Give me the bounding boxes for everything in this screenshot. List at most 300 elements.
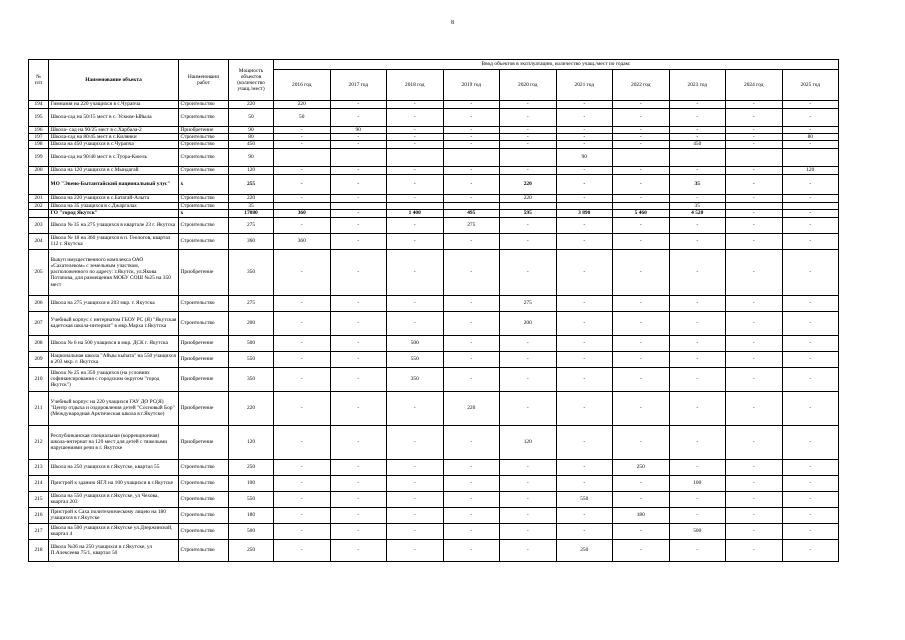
table-row bbox=[29, 335, 839, 351]
year-value: - bbox=[500, 459, 557, 475]
year-value: - bbox=[782, 249, 839, 295]
year-value: - bbox=[443, 335, 500, 351]
year-value: - bbox=[274, 174, 331, 194]
year-value: - bbox=[556, 101, 613, 109]
year-value: - bbox=[500, 233, 557, 249]
header-year: 2020 год bbox=[500, 70, 557, 101]
table-row bbox=[29, 367, 839, 391]
capacity-value: 220 bbox=[229, 101, 274, 109]
year-value: - bbox=[274, 249, 331, 295]
year-value: - bbox=[782, 391, 839, 425]
capacity-value: 17080 bbox=[229, 209, 274, 217]
header-year: 2018 год bbox=[387, 70, 444, 101]
year-value: - bbox=[387, 539, 444, 561]
year-value: - bbox=[669, 311, 726, 335]
work-type: Строительство bbox=[179, 459, 229, 475]
row-number: 195 bbox=[29, 109, 49, 127]
year-value: - bbox=[443, 101, 500, 109]
table-row bbox=[29, 148, 839, 166]
year-value: - bbox=[782, 425, 839, 459]
year-value: - bbox=[782, 217, 839, 233]
year-value: - bbox=[443, 249, 500, 295]
year-value: - bbox=[500, 351, 557, 367]
object-name: Учебный корпус на 220 учащихся ГАУ ДО РС(Я) "Центр отдыха и оздоровления детей "Сосновый Бор" (Международная Арктическая школа в г.Якутске) bbox=[49, 391, 179, 425]
year-value: - bbox=[443, 109, 500, 127]
year-value: - bbox=[274, 351, 331, 367]
table-row bbox=[29, 166, 839, 174]
year-value: - bbox=[726, 101, 783, 109]
year-value: - bbox=[613, 475, 670, 491]
year-value: - bbox=[330, 367, 387, 391]
year-value: - bbox=[613, 194, 670, 202]
year-value: - bbox=[726, 425, 783, 459]
object-name: Учебный корпус с интернатом ГБОУ РС (Я) "Якутская кадетская школа-интернат" в мкр.Марха г.Якутска bbox=[49, 311, 179, 335]
year-value bbox=[556, 202, 613, 209]
year-value: 250 bbox=[556, 539, 613, 561]
year-value: - bbox=[387, 174, 444, 194]
year-value: - bbox=[500, 127, 557, 134]
capacity-value: 255 bbox=[229, 174, 274, 194]
year-value: - bbox=[613, 134, 670, 141]
year-value: - bbox=[387, 311, 444, 335]
objects-table bbox=[28, 59, 839, 562]
year-value: - bbox=[443, 425, 500, 459]
object-name: Выкуп имущественного комплекса ОАО «Сахателеком» с земельным участком, расположенного по адресу: г.Якутск, ул.Якова Потапова, для размещения МОБУ СОШ №25 на 350 мест bbox=[49, 249, 179, 295]
year-value: - bbox=[274, 507, 331, 523]
year-value: - bbox=[274, 127, 331, 134]
year-value: - bbox=[782, 194, 839, 202]
object-name: Школа на 500 учащихся в г.Якутске ул.Дзержинской, квартал 4 bbox=[49, 523, 179, 539]
work-type: Приобретение bbox=[179, 367, 229, 391]
year-value: - bbox=[500, 141, 557, 148]
year-value: - bbox=[443, 459, 500, 475]
year-value: - bbox=[443, 367, 500, 391]
year-value: - bbox=[556, 127, 613, 134]
year-value: 360 bbox=[274, 233, 331, 249]
capacity-value: 220 bbox=[229, 391, 274, 425]
year-value: - bbox=[782, 311, 839, 335]
year-value: - bbox=[556, 367, 613, 391]
row-number: 198 bbox=[29, 141, 49, 148]
year-value: - bbox=[330, 391, 387, 425]
year-value: - bbox=[726, 194, 783, 202]
row-number: 194 bbox=[29, 101, 49, 109]
capacity-value: 275 bbox=[229, 295, 274, 311]
object-name: Школа на 250 учащихся в г.Якутске, квартал 55 bbox=[49, 459, 179, 475]
work-type: Строительство bbox=[179, 148, 229, 166]
year-value: - bbox=[330, 166, 387, 174]
work-type: Строительство bbox=[179, 491, 229, 507]
year-value: - bbox=[782, 233, 839, 249]
year-value bbox=[500, 202, 557, 209]
table-row bbox=[29, 134, 839, 141]
table-row bbox=[29, 491, 839, 507]
year-value: - bbox=[500, 491, 557, 507]
year-value: - bbox=[726, 109, 783, 127]
table-header bbox=[29, 60, 839, 101]
object-name: Республиканская специальная (коррекционная) школа-интернат на 120 мест для детей с тяжелыми нарушениями речи в г. Якутске bbox=[49, 425, 179, 459]
year-value: - bbox=[274, 367, 331, 391]
year-value: - bbox=[669, 491, 726, 507]
row-number bbox=[29, 174, 49, 194]
header-year: 2017 год bbox=[330, 70, 387, 101]
year-value: 250 bbox=[613, 459, 670, 475]
year-value: - bbox=[613, 249, 670, 295]
year-value: 50 bbox=[274, 109, 331, 127]
year-value: 550 bbox=[387, 351, 444, 367]
object-name: Школа на 550 учащихся в г.Якутске, ул Чехова, квартал 203 bbox=[49, 491, 179, 507]
capacity-value: 180 bbox=[229, 507, 274, 523]
year-value: - bbox=[443, 523, 500, 539]
year-value: - bbox=[330, 174, 387, 194]
year-value: - bbox=[330, 491, 387, 507]
header-year: 2023 год bbox=[669, 70, 726, 101]
year-value: - bbox=[387, 475, 444, 491]
year-value: - bbox=[387, 523, 444, 539]
year-value: - bbox=[274, 217, 331, 233]
row-number: 215 bbox=[29, 491, 49, 507]
work-type: Строительство bbox=[179, 109, 229, 127]
year-value: - bbox=[669, 166, 726, 174]
object-name: Школа № 35 на 275 учащихся в квартале 23 г. Якутска bbox=[49, 217, 179, 233]
work-type: Строительство bbox=[179, 507, 229, 523]
year-value: - bbox=[443, 166, 500, 174]
table-row bbox=[29, 507, 839, 523]
table-row bbox=[29, 217, 839, 233]
year-value: - bbox=[556, 174, 613, 194]
year-value: - bbox=[669, 217, 726, 233]
year-value: 90 bbox=[556, 148, 613, 166]
year-value: - bbox=[613, 491, 670, 507]
year-value: - bbox=[782, 475, 839, 491]
year-value: - bbox=[443, 539, 500, 561]
year-value: - bbox=[330, 141, 387, 148]
row-number: 214 bbox=[29, 475, 49, 491]
year-value: 35 bbox=[669, 202, 726, 209]
year-value: - bbox=[726, 335, 783, 351]
table-row bbox=[29, 249, 839, 295]
year-value: 500 bbox=[669, 523, 726, 539]
work-type: Строительство bbox=[179, 539, 229, 561]
row-number: 216 bbox=[29, 507, 49, 523]
year-value: - bbox=[782, 491, 839, 507]
table-row bbox=[29, 209, 839, 217]
work-type: Строительство bbox=[179, 475, 229, 491]
year-value: - bbox=[500, 134, 557, 141]
year-value: - bbox=[613, 127, 670, 134]
year-value: - bbox=[500, 539, 557, 561]
year-value bbox=[613, 202, 670, 209]
year-value: - bbox=[556, 194, 613, 202]
year-value: - bbox=[387, 233, 444, 249]
table-row bbox=[29, 523, 839, 539]
year-value: - bbox=[387, 101, 444, 109]
year-value: - bbox=[782, 101, 839, 109]
year-value: - bbox=[556, 351, 613, 367]
header-year: 2024 год bbox=[726, 70, 783, 101]
year-value: - bbox=[782, 174, 839, 194]
year-value: - bbox=[613, 141, 670, 148]
capacity-value: 500 bbox=[229, 523, 274, 539]
year-value: - bbox=[613, 425, 670, 459]
year-value: - bbox=[274, 295, 331, 311]
header-year: 2022 год bbox=[613, 70, 670, 101]
year-value: - bbox=[556, 425, 613, 459]
year-value: 275 bbox=[443, 217, 500, 233]
work-type: Строительство bbox=[179, 134, 229, 141]
year-value: - bbox=[387, 194, 444, 202]
work-type: Приобретение bbox=[179, 425, 229, 459]
year-value: - bbox=[443, 475, 500, 491]
row-number: 202 bbox=[29, 202, 49, 209]
year-value bbox=[387, 148, 444, 166]
year-value: - bbox=[782, 459, 839, 475]
year-value: - bbox=[330, 475, 387, 491]
year-value: - bbox=[443, 311, 500, 335]
year-value bbox=[726, 148, 783, 166]
year-value: - bbox=[782, 127, 839, 134]
year-value: - bbox=[613, 217, 670, 233]
year-value: 3 890 bbox=[556, 209, 613, 217]
year-value bbox=[782, 202, 839, 209]
table-row bbox=[29, 109, 839, 127]
year-value: - bbox=[556, 507, 613, 523]
year-value: - bbox=[613, 391, 670, 425]
table-row bbox=[29, 295, 839, 311]
year-value: - bbox=[274, 335, 331, 351]
year-value: - bbox=[726, 249, 783, 295]
year-value: - bbox=[330, 233, 387, 249]
year-value: - bbox=[500, 109, 557, 127]
capacity-value: 550 bbox=[229, 491, 274, 507]
year-value: - bbox=[782, 295, 839, 311]
year-value: - bbox=[669, 101, 726, 109]
year-value: - bbox=[613, 233, 670, 249]
row-number: 207 bbox=[29, 311, 49, 335]
year-value: - bbox=[726, 391, 783, 425]
object-name: Школа-сад на 50/15 мест в с. Ускюм-Ыйыла bbox=[49, 109, 179, 127]
year-value: - bbox=[782, 351, 839, 367]
row-number: 206 bbox=[29, 295, 49, 311]
work-type: x bbox=[179, 174, 229, 194]
year-value: - bbox=[613, 311, 670, 335]
table-row bbox=[29, 194, 839, 202]
work-type: Строительство bbox=[179, 101, 229, 109]
year-value: - bbox=[274, 523, 331, 539]
year-value: 220 bbox=[500, 174, 557, 194]
year-value: - bbox=[669, 507, 726, 523]
capacity-value: 450 bbox=[229, 141, 274, 148]
year-value: - bbox=[443, 127, 500, 134]
year-value: - bbox=[330, 249, 387, 295]
year-value: - bbox=[387, 166, 444, 174]
year-value: - bbox=[613, 109, 670, 127]
header-num: № п/п bbox=[29, 60, 49, 101]
capacity-value: 250 bbox=[229, 539, 274, 561]
year-value: - bbox=[500, 367, 557, 391]
year-value bbox=[443, 148, 500, 166]
year-value: - bbox=[782, 209, 839, 217]
object-name: Школа на 120 учащихся в с.Мындагай bbox=[49, 166, 179, 174]
year-value: 220 bbox=[500, 194, 557, 202]
year-value: 4 520 bbox=[669, 209, 726, 217]
year-value: - bbox=[782, 367, 839, 391]
year-value: - bbox=[387, 459, 444, 475]
year-value: - bbox=[274, 391, 331, 425]
object-name: МО "Эвено-Бытантайский национальный улус" bbox=[49, 174, 179, 194]
year-value: - bbox=[613, 367, 670, 391]
work-type: Приобретение bbox=[179, 351, 229, 367]
year-value: - bbox=[387, 141, 444, 148]
table-row bbox=[29, 459, 839, 475]
year-value: - bbox=[726, 475, 783, 491]
year-value: - bbox=[556, 249, 613, 295]
object-name: Школа № 25 на 350 учащихся (на условиях софинансирования с городским округом "город Якутск") bbox=[49, 367, 179, 391]
year-value: - bbox=[726, 459, 783, 475]
year-value: - bbox=[387, 425, 444, 459]
capacity-value: 35 bbox=[229, 202, 274, 209]
year-value: - bbox=[274, 134, 331, 141]
year-value: - bbox=[443, 351, 500, 367]
year-value: 35 bbox=[669, 174, 726, 194]
row-number: 205 bbox=[29, 249, 49, 295]
capacity-value: 90 bbox=[229, 148, 274, 166]
year-value: 360 bbox=[274, 209, 331, 217]
year-value: - bbox=[556, 233, 613, 249]
year-value: - bbox=[274, 425, 331, 459]
year-value: - bbox=[387, 134, 444, 141]
table-row bbox=[29, 141, 839, 148]
year-value: - bbox=[500, 217, 557, 233]
year-value: - bbox=[726, 233, 783, 249]
table-row bbox=[29, 425, 839, 459]
capacity-value: 250 bbox=[229, 459, 274, 475]
year-value: - bbox=[782, 507, 839, 523]
year-value: - bbox=[330, 335, 387, 351]
year-value: - bbox=[669, 134, 726, 141]
work-type: Приобретение bbox=[179, 127, 229, 134]
capacity-value: 200 bbox=[229, 311, 274, 335]
year-value: - bbox=[613, 166, 670, 174]
year-value: - bbox=[387, 491, 444, 507]
year-value: - bbox=[782, 335, 839, 351]
header-year: 2016 год bbox=[274, 70, 331, 101]
header-name: Наименование объекта bbox=[49, 60, 179, 101]
year-value: - bbox=[556, 391, 613, 425]
work-type: Приобретение bbox=[179, 249, 229, 295]
year-value: - bbox=[500, 335, 557, 351]
table-row bbox=[29, 351, 839, 367]
year-value: - bbox=[387, 127, 444, 134]
table-row bbox=[29, 202, 839, 209]
work-type: Строительство bbox=[179, 295, 229, 311]
year-value: - bbox=[387, 295, 444, 311]
capacity-value: 220 bbox=[229, 194, 274, 202]
object-name: Школа № 6 на 500 учащихся в мкр. ДСК г. Якутска bbox=[49, 335, 179, 351]
year-value: - bbox=[330, 351, 387, 367]
year-value: - bbox=[726, 295, 783, 311]
year-value: - bbox=[330, 539, 387, 561]
year-value: - bbox=[556, 217, 613, 233]
year-value: - bbox=[274, 475, 331, 491]
year-value: - bbox=[443, 295, 500, 311]
header-years-title: Ввод объектов в эксплуатацию, количество учащ./мест по годам: bbox=[274, 60, 839, 70]
year-value: - bbox=[613, 295, 670, 311]
year-value: 500 bbox=[387, 335, 444, 351]
work-type: Приобретение bbox=[179, 391, 229, 425]
row-number: 209 bbox=[29, 351, 49, 367]
year-value: 80 bbox=[782, 134, 839, 141]
year-value: - bbox=[726, 209, 783, 217]
row-number: 212 bbox=[29, 425, 49, 459]
object-name: Национальная школа "Айыы кыhата" на 550 учащихся в 203 мкр. г. Якутска bbox=[49, 351, 179, 367]
year-value: - bbox=[330, 523, 387, 539]
table-row bbox=[29, 311, 839, 335]
year-value bbox=[274, 148, 331, 166]
year-value: - bbox=[556, 475, 613, 491]
year-value: - bbox=[726, 539, 783, 561]
year-value: - bbox=[443, 491, 500, 507]
capacity-value: 120 bbox=[229, 425, 274, 459]
year-value: - bbox=[669, 425, 726, 459]
year-value bbox=[330, 148, 387, 166]
header-year: 2021 год bbox=[556, 70, 613, 101]
year-value: - bbox=[500, 391, 557, 425]
year-value: - bbox=[387, 109, 444, 127]
object-name: Школа №36 на 250 учащихся в г.Якутске, ул П.Алексеева 75/1, квартал 50 bbox=[49, 539, 179, 561]
work-type: x bbox=[179, 209, 229, 217]
year-value: - bbox=[274, 459, 331, 475]
object-name: ГО "город Якутск" bbox=[49, 209, 179, 217]
year-value: - bbox=[330, 101, 387, 109]
year-value: - bbox=[500, 507, 557, 523]
year-value bbox=[613, 148, 670, 166]
year-value: - bbox=[669, 109, 726, 127]
year-value: - bbox=[782, 539, 839, 561]
year-value bbox=[669, 148, 726, 166]
work-type: Строительство bbox=[179, 166, 229, 174]
table-row bbox=[29, 539, 839, 561]
year-value: - bbox=[274, 491, 331, 507]
table-row bbox=[29, 101, 839, 109]
year-value: - bbox=[726, 367, 783, 391]
year-value bbox=[726, 202, 783, 209]
year-value: 450 bbox=[669, 141, 726, 148]
year-value: 200 bbox=[500, 311, 557, 335]
year-value: 5 460 bbox=[613, 209, 670, 217]
year-value: - bbox=[330, 425, 387, 459]
work-type: Строительство bbox=[179, 202, 229, 209]
year-value bbox=[387, 202, 444, 209]
capacity-value: 120 bbox=[229, 166, 274, 174]
year-value: 180 bbox=[613, 507, 670, 523]
row-number: 210 bbox=[29, 367, 49, 391]
row-number: 218 bbox=[29, 539, 49, 561]
year-value: 220 bbox=[274, 101, 331, 109]
year-value: - bbox=[726, 166, 783, 174]
year-value: 350 bbox=[387, 367, 444, 391]
capacity-value: 550 bbox=[229, 351, 274, 367]
year-value: - bbox=[726, 491, 783, 507]
year-value: - bbox=[726, 141, 783, 148]
year-value: - bbox=[726, 127, 783, 134]
year-value: - bbox=[330, 459, 387, 475]
year-value: - bbox=[443, 507, 500, 523]
year-value: - bbox=[669, 233, 726, 249]
year-value: - bbox=[726, 217, 783, 233]
year-value: - bbox=[443, 174, 500, 194]
work-type: Строительство bbox=[179, 311, 229, 335]
